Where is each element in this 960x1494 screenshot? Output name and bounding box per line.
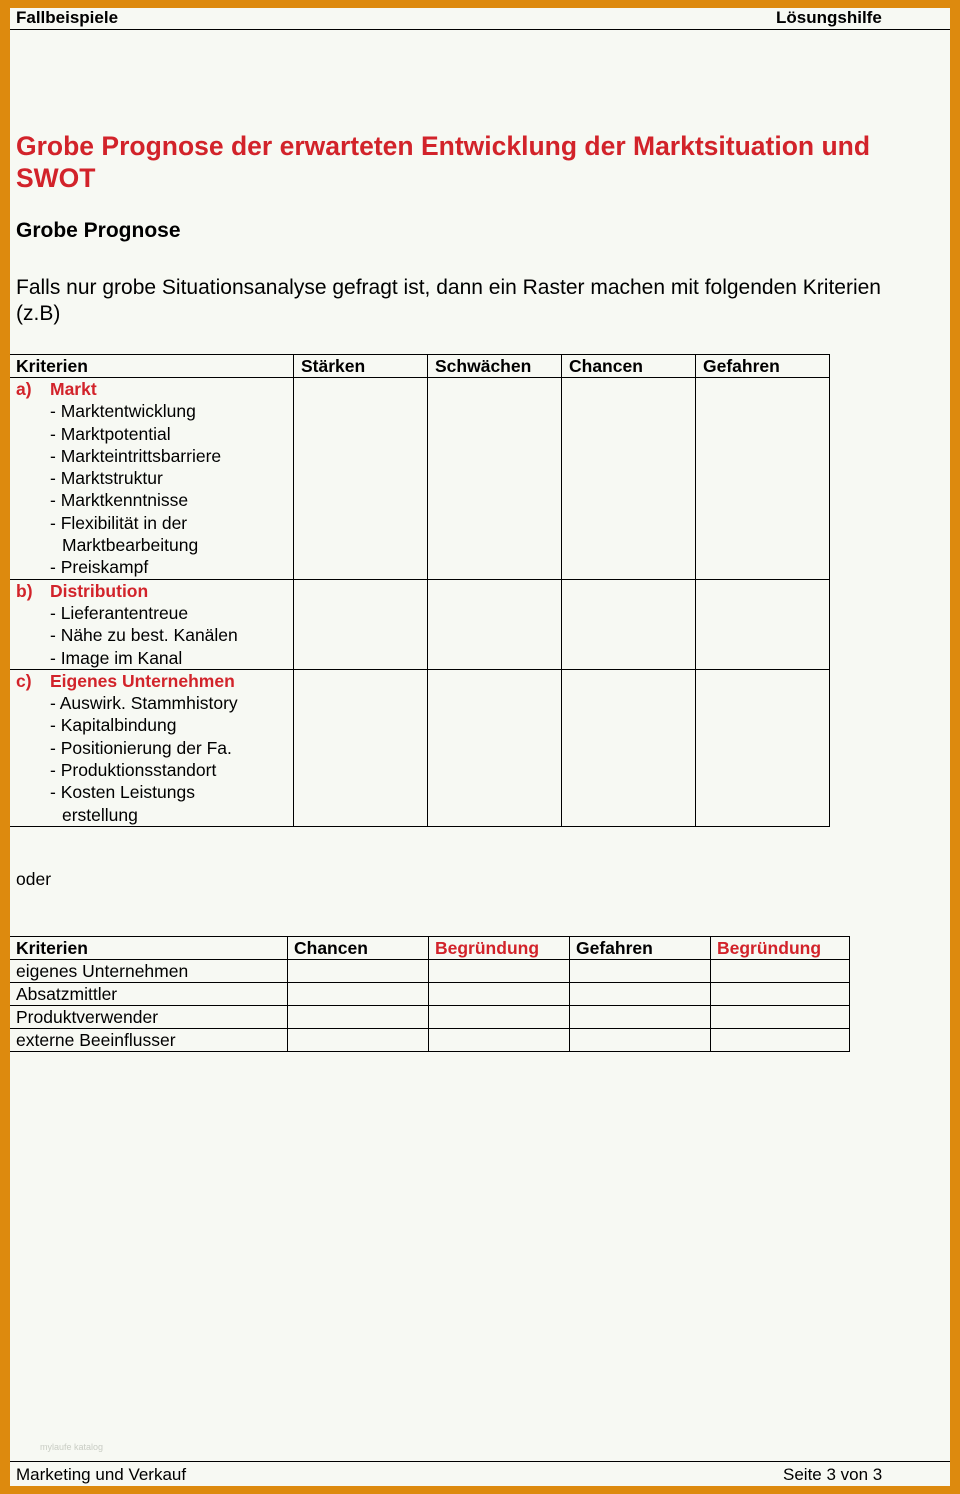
empty-cell — [570, 960, 711, 983]
empty-cell — [562, 378, 696, 580]
page-footer — [10, 1461, 950, 1486]
footer-left: Marketing und Verkauf — [16, 1465, 187, 1484]
section-letter: a) — [16, 379, 32, 399]
column-header-kriterien: Kriterien — [10, 937, 288, 960]
section-heading — [16, 580, 293, 602]
empty-cell — [288, 960, 429, 983]
column-header-gefahren: Gefahren — [696, 355, 830, 378]
table-row — [10, 1006, 850, 1029]
criteria-cell — [10, 579, 294, 669]
list-item: - Preiskampf — [50, 557, 149, 578]
empty-cell — [696, 579, 830, 669]
table-row — [10, 983, 850, 1006]
empty-cell — [570, 1029, 711, 1052]
list-item: - Nähe zu best. Kanälen — [50, 625, 238, 646]
table-header-row — [10, 355, 830, 378]
empty-cell — [288, 1029, 429, 1052]
empty-cell — [429, 983, 570, 1006]
swot-criteria-table — [10, 354, 830, 827]
row-label: Produktverwender — [10, 1006, 288, 1029]
row-label: eigenes Unternehmen — [10, 960, 288, 983]
empty-cell — [428, 579, 562, 669]
list-item-continuation: erstellung — [62, 804, 138, 825]
empty-cell — [294, 378, 428, 580]
list-item: - Auswirk. Stammhistory — [50, 693, 238, 714]
section-name: Markt — [50, 379, 97, 399]
empty-cell — [429, 1029, 570, 1052]
column-header-chancen: Chancen — [288, 937, 429, 960]
oder-text: oder — [16, 869, 52, 889]
document-page — [10, 8, 950, 1486]
empty-cell — [562, 669, 696, 826]
empty-cell — [429, 960, 570, 983]
list-item: - Marktentwicklung — [50, 401, 196, 422]
header-right: Lösungshilfe — [776, 8, 882, 27]
row-label: Absatzmittler — [10, 983, 288, 1006]
empty-cell — [711, 983, 850, 1006]
list-item-continuation: Marktbearbeitung — [62, 535, 199, 556]
chancen-gefahren-table — [10, 936, 850, 1052]
column-header-staerken: Stärken — [294, 355, 428, 378]
empty-cell — [428, 669, 562, 826]
section-letter: c) — [16, 670, 32, 691]
list-item: - Marktstruktur — [50, 468, 163, 489]
list-item: - Positionierung der Fa. — [50, 737, 232, 758]
table-row — [10, 1029, 850, 1052]
column-header-begruendung: Begründung — [429, 937, 570, 960]
column-header-kriterien: Kriterien — [10, 355, 294, 378]
list-item: - Kapitalbindung — [50, 715, 177, 736]
column-header-chancen: Chancen — [562, 355, 696, 378]
table-row — [10, 579, 830, 669]
watermark: mylaufe katalog — [40, 1442, 104, 1452]
list-item: - Markteintrittsbarriere — [50, 445, 222, 466]
empty-cell — [562, 579, 696, 669]
empty-cell — [570, 983, 711, 1006]
empty-cell — [429, 1006, 570, 1029]
empty-cell — [696, 669, 830, 826]
section-name: Distribution — [50, 580, 149, 601]
header-left: Fallbeispiele — [16, 8, 119, 27]
row-label: externe Beeinflusser — [10, 1029, 288, 1052]
table-row — [10, 378, 830, 580]
list-item: - Flexibilität in der — [50, 512, 188, 533]
list-item: - Image im Kanal — [50, 647, 183, 668]
empty-cell — [696, 378, 830, 580]
empty-cell — [711, 1029, 850, 1052]
section-heading — [16, 378, 293, 400]
empty-cell — [288, 1006, 429, 1029]
empty-cell — [428, 378, 562, 580]
list-item: - Kosten Leistungs — [50, 782, 195, 803]
empty-cell — [570, 1006, 711, 1029]
empty-cell — [294, 669, 428, 826]
page-header — [10, 8, 950, 30]
column-header-gefahren: Gefahren — [570, 937, 711, 960]
table-row — [10, 960, 850, 983]
intro-paragraph: Falls nur grobe Situationsanalyse gefragt ist, dann ein Raster machen mit folgenden Kriterien (z.B) — [16, 276, 881, 325]
section-heading — [16, 670, 293, 692]
section-letter: b) — [16, 580, 33, 601]
list-item: - Lieferantentreue — [50, 602, 189, 623]
column-header-begruendung: Begründung — [711, 937, 850, 960]
column-header-schwaechen: Schwächen — [428, 355, 562, 378]
list-item: - Marktpotential — [50, 423, 171, 444]
section-subtitle: Grobe Prognose — [16, 219, 181, 242]
page-title: Grobe Prognose der erwarteten Entwicklung der Marktsituation und SWOT — [16, 131, 871, 193]
empty-cell — [294, 579, 428, 669]
criteria-cell — [10, 669, 294, 826]
list-item: - Marktkenntnisse — [50, 490, 189, 511]
table-row — [10, 669, 830, 826]
table-header-row — [10, 937, 850, 960]
empty-cell — [288, 983, 429, 1006]
empty-cell — [711, 1006, 850, 1029]
list-item: - Produktionsstandort — [50, 760, 217, 781]
empty-cell — [711, 960, 850, 983]
section-name: Eigenes Unternehmen — [50, 670, 235, 691]
criteria-cell — [10, 378, 294, 580]
page-number: Seite 3 von 3 — [783, 1465, 883, 1484]
